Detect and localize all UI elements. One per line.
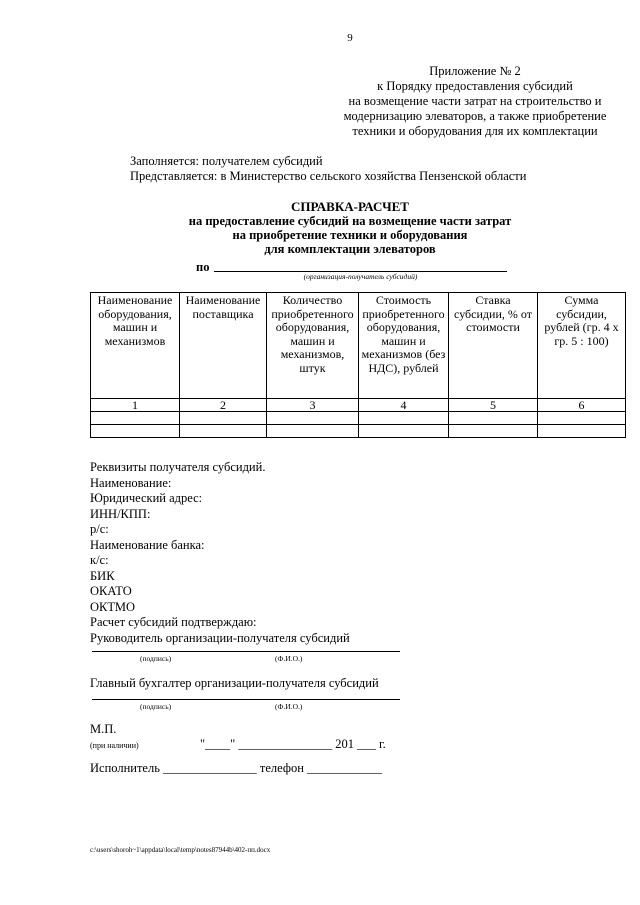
table-cell	[359, 425, 449, 438]
column-number: 5	[449, 399, 538, 412]
stamp-label: М.П.	[90, 722, 117, 736]
table-header-cell: Наименование оборудования, машин и механизмов	[91, 293, 180, 399]
table-header-cell: Ставка субсидии, % от стоимости	[449, 293, 538, 399]
appendix-header	[330, 64, 620, 139]
requisites-line: ОКТМО	[90, 599, 135, 614]
file-path-footer: c:\users\shoroh~1\appdata\local\temp\notes87944b\402-пп.docx	[90, 846, 271, 854]
requisites-line: БИК	[90, 568, 115, 583]
table-row	[91, 412, 626, 425]
accountant-signature-caption: (подпись)	[140, 702, 172, 711]
subsidy-table	[90, 292, 626, 438]
accountant-name-caption: (Ф.И.О.)	[275, 702, 303, 711]
requisites-line: к/с:	[90, 553, 109, 567]
title-line: на приобретение техники и оборудования	[232, 228, 468, 242]
stamp-note: (при наличии)	[90, 741, 139, 750]
table-cell	[449, 425, 538, 438]
requisites-line: ИНН/КПП:	[90, 506, 151, 521]
table-cell	[91, 425, 180, 438]
column-number: 2	[180, 399, 267, 412]
requisites-line: Расчет субсидий подтверждаю:	[90, 615, 257, 629]
title-main: СПРАВКА-РАСЧЕТ	[291, 199, 409, 214]
document-title	[60, 200, 640, 256]
table-header-cell: Стоимость приобретенного оборудования, машин и механизмов (без НДС), рублей	[359, 293, 449, 399]
appendix-line: на возмещение части затрат на строительство и	[348, 94, 602, 108]
requisites-line: Юридический адрес:	[90, 491, 203, 505]
head-signature-line	[92, 651, 400, 652]
submitted-to: Представляется: в Министерство сельского хозяйства Пензенской области	[130, 169, 527, 183]
column-number: 4	[359, 399, 449, 412]
column-number: 6	[538, 399, 626, 412]
requisites-line: Руководитель организации-получателя субсидий	[90, 630, 350, 645]
table-header-cell: Наименование поставщика	[180, 293, 267, 399]
appendix-line: Приложение № 2	[429, 64, 521, 78]
table-cell	[267, 425, 359, 438]
table-cell	[180, 425, 267, 438]
requisites-block	[90, 460, 350, 646]
column-number: 3	[267, 399, 359, 412]
requisites-line: р/с:	[90, 522, 109, 536]
page-number: 9	[347, 32, 353, 44]
title-line: на предоставление субсидий на возмещение части затрат	[188, 214, 512, 228]
head-signature-caption: (подпись)	[140, 654, 172, 663]
table-number-row	[91, 399, 626, 412]
title-line: для комплектации элеваторов	[264, 242, 436, 256]
table-cell	[538, 425, 626, 438]
date-field: "____" _______________ 201 ___ г.	[200, 737, 386, 751]
table-header-row	[91, 293, 626, 399]
requisites-line: ОКАТО	[90, 584, 132, 598]
requisites-line: Реквизиты получателя субсидий.	[90, 460, 266, 474]
column-number: 1	[91, 399, 180, 412]
appendix-line: техники и оборудования для их комплектации	[352, 124, 598, 138]
table-cell	[180, 412, 267, 425]
org-caption: (организация-получатель субсидий)	[303, 272, 418, 281]
table-cell	[449, 412, 538, 425]
filled-by: Заполняется: получателем субсидий	[130, 154, 323, 168]
table-cell	[359, 412, 449, 425]
table-cell	[267, 412, 359, 425]
requisites-line: Наименование банка:	[90, 537, 205, 552]
head-name-caption: (Ф.И.О.)	[275, 654, 303, 663]
executor-line: Исполнитель _______________ телефон ____________	[90, 761, 383, 775]
table-header-cell: Сумма субсидии, рублей (гр. 4 х гр. 5 : 100)	[538, 293, 626, 399]
appendix-line: к Порядку предоставления субсидий	[377, 79, 573, 93]
table-header-cell: Количество приобретенного оборудования, машин и механизмов, штук	[267, 293, 359, 399]
table-cell	[91, 412, 180, 425]
table-cell	[538, 412, 626, 425]
chief-accountant-label: Главный бухгалтер организации-получателя субсидий	[90, 676, 379, 690]
fill-info	[130, 154, 526, 184]
appendix-line: модернизацию элеваторов, а также приобретение	[343, 109, 607, 123]
requisites-line: Наименование:	[90, 475, 172, 490]
accountant-signature-line	[92, 699, 400, 700]
org-prefix: по	[196, 260, 210, 274]
table-row	[91, 425, 626, 438]
